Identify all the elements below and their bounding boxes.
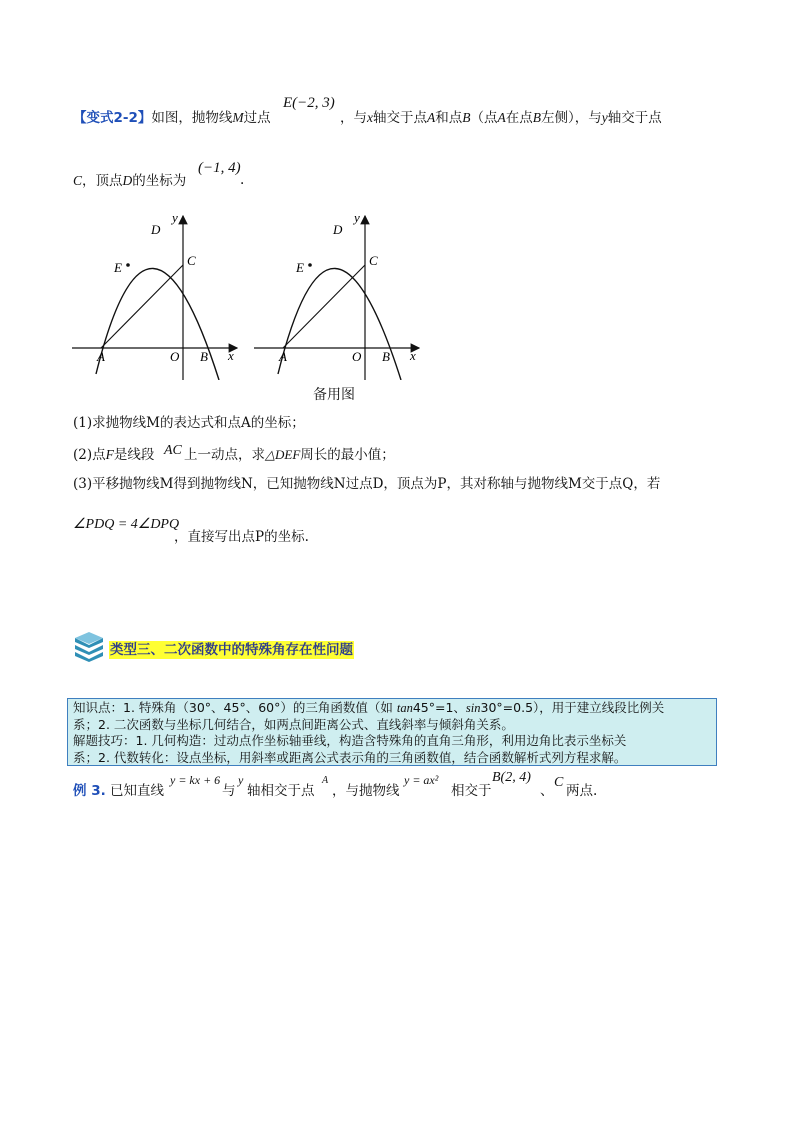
example-3-c: 轴相交于点	[247, 783, 315, 799]
point-E-dot	[308, 263, 312, 267]
knowledge-line-3: 解题技巧：1. 几何构造：过动点作坐标轴垂线，构造含特殊角的直角三角形，利用边角比表示坐标关	[73, 733, 627, 748]
knowledge-line-2: 系；2. 二次函数与坐标几何结合，如两点间距离公式、直线斜率与倾斜角关系。	[73, 716, 514, 732]
example-3-d: ，与抛物线	[332, 783, 400, 799]
question-2: (2)点F是线段	[73, 447, 155, 463]
example-3-f: 、	[540, 783, 554, 799]
label-O: O	[352, 349, 362, 364]
label-y: y	[172, 210, 178, 225]
spare-figure	[254, 210, 419, 380]
vertex-coordinate: (−1, 4)	[198, 160, 241, 176]
label-O: O	[170, 349, 180, 364]
label-D: D	[333, 222, 343, 237]
label-A: A	[279, 349, 287, 364]
knowledge-line-4: 系；2. 代数转化：设点坐标，用斜率或距离公式表示角的三角函数值，结合函数解析式列方程求解。	[73, 749, 627, 765]
problem-line-2: C，顶点D的坐标为	[73, 173, 187, 189]
question-1: (1)求抛物线M的表达式和点A的坐标；	[73, 415, 305, 431]
label-y: y	[354, 210, 360, 225]
segment-AC-label: AC	[164, 443, 182, 458]
example-point-A: A	[322, 775, 329, 786]
label-x: x	[228, 348, 234, 363]
label-C: C	[369, 253, 378, 268]
point-E-dot	[126, 263, 130, 267]
knowledge-line-1: 知识点：1. 特殊角（30°、45°、60°）的三角函数值（如 tan45°=1、sin30°=0.5），用于建立线段比例关	[73, 700, 665, 715]
segment-AC	[101, 265, 183, 348]
label-B: B	[382, 349, 390, 364]
main-figure	[72, 210, 237, 380]
point-B-coordinate: B(2, 4)	[492, 770, 531, 785]
spare-figure-caption: 备用图	[313, 387, 355, 403]
segment-AC	[283, 265, 365, 348]
problem-line-2-end: .	[240, 172, 245, 188]
label-D: D	[151, 222, 161, 237]
example-label: 例 3.	[73, 783, 106, 799]
parabola-equation: y = ax²	[404, 773, 439, 787]
example-3-b: 与	[222, 783, 236, 799]
example-3: 例 3. 已知直线	[73, 783, 165, 799]
parabola-figures	[67, 210, 427, 380]
problem-line-1: 【变式2-2】如图，抛物线M过点	[73, 110, 271, 126]
question-2b: 上一动点，求△DEF周长的最小值；	[184, 447, 395, 463]
problem-line-1b: ，与x轴交于点A和点B（点A在点B左侧），与y轴交于点	[340, 110, 662, 126]
point-E-coordinate: E(−2, 3)	[283, 95, 335, 111]
line-equation: y = kx + 6	[170, 773, 221, 787]
label-B: B	[200, 349, 208, 364]
label-x: x	[410, 348, 416, 363]
example-3-g: 两点.	[566, 783, 598, 799]
example-3-e: 相交于	[451, 783, 492, 799]
books-icon	[72, 632, 106, 662]
label-E: E	[296, 260, 304, 275]
section-title: 类型三、二次函数中的特殊角存在性问题	[110, 642, 353, 658]
label-C: C	[187, 253, 196, 268]
problem-tag: 【变式2-2】	[73, 110, 152, 126]
angle-condition: ∠PDQ = 4∠DPQ	[73, 517, 180, 532]
knowledge-box	[67, 698, 717, 766]
question-3: (3)平移抛物线M得到抛物线N，已知抛物线N过点D，顶点为P，其对称轴与抛物线M交于点Q，若	[73, 476, 661, 492]
label-A: A	[97, 349, 105, 364]
question-3-end: ，直接写出点P的坐标.	[174, 529, 309, 545]
example-point-C: C	[554, 775, 564, 790]
label-E: E	[114, 260, 122, 275]
example-y: y	[238, 773, 244, 787]
